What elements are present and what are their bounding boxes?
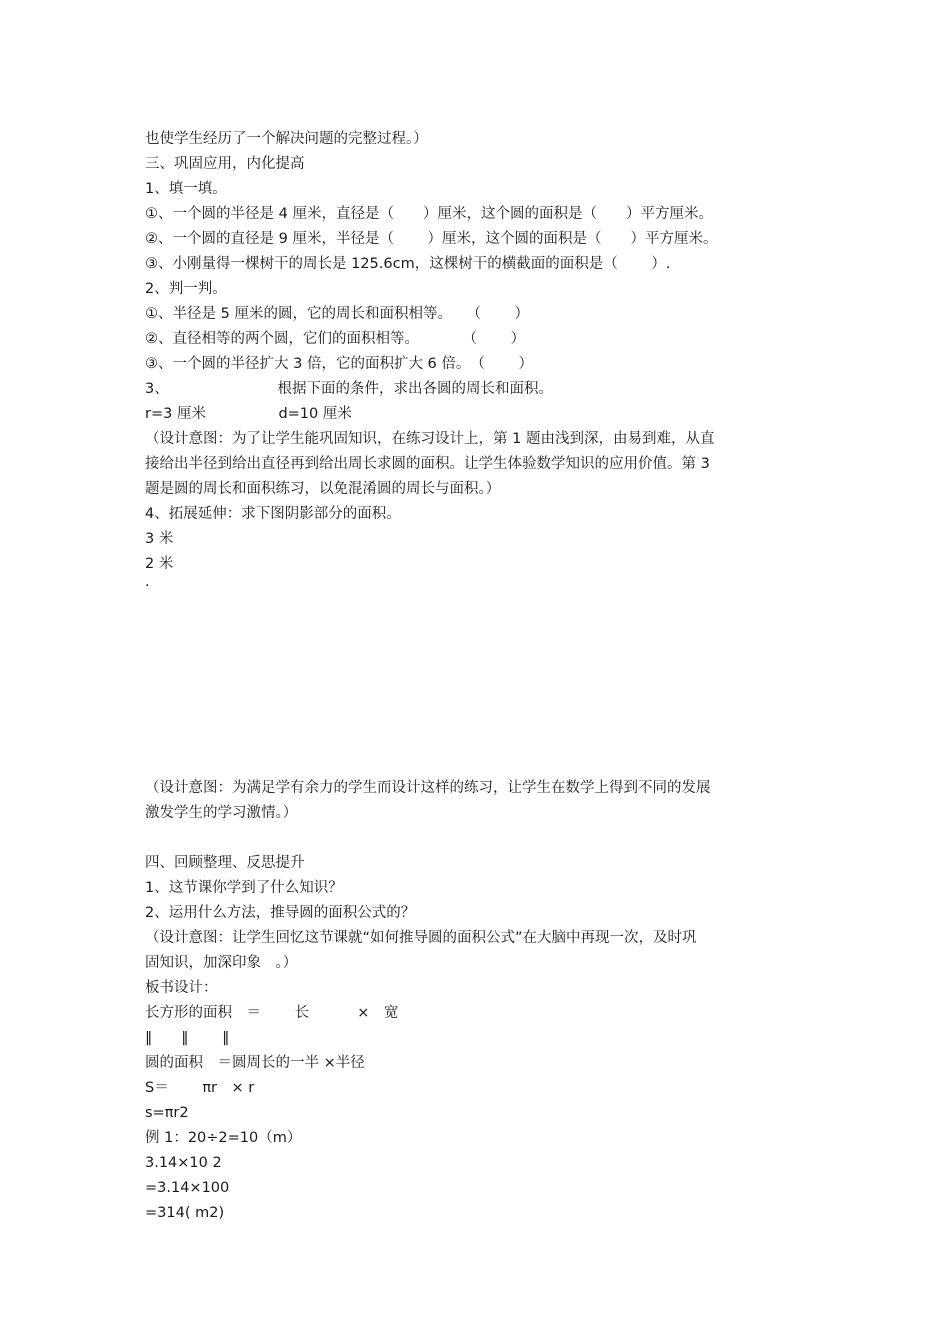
board-line: s=πr2	[145, 1105, 189, 1121]
subheading-judge: 2、判一判。	[145, 281, 227, 297]
board-line: 长方形的面积 ＝ 长 × 宽	[145, 1005, 399, 1021]
design-note: （设计意图：为满足学有余力的学生而设计这样的练习，让学生在数学上得到不同的发展	[145, 780, 711, 796]
question-line: 3、 根据下面的条件，求出各圆的周长和面积。	[145, 381, 553, 397]
section-heading: 三、巩固应用，内化提高	[145, 156, 305, 172]
design-note: 激发学生的学习激情。）	[145, 805, 298, 821]
board-line: 圆的面积 ＝圆周长的一半 ×半径	[145, 1055, 365, 1071]
subheading-extend: 4、拓展延伸：求下图阴影部分的面积。	[145, 506, 401, 522]
review-question: 2、运用什么方法，推导圆的面积公式的？	[145, 905, 416, 921]
example-line: 3.14×10 2	[145, 1155, 222, 1171]
figure-label: 3 米	[145, 531, 174, 547]
text-line: 也使学生经历了一个解决问题的完整过程。）	[145, 131, 428, 147]
question-line: ③、小刚量得一棵树干的周长是 125.6cm，这棵树干的横截面的面积是（ ）.	[145, 256, 671, 272]
design-note: 固知识，加深印象 。）	[145, 955, 298, 971]
question-line: ③、一个圆的半径扩大 3 倍，它的面积扩大 6 倍。 （ ）	[145, 356, 533, 372]
question-line: r=3 厘米 d=10 厘米	[145, 406, 352, 422]
question-line: ②、直径相等的两个圆，它们的面积相等。 （ ）	[145, 331, 526, 347]
subheading-fill: 1、填一填。	[145, 181, 227, 197]
figure-label: 2 米	[145, 556, 174, 572]
question-line: ①、一个圆的半径是 4 厘米，直径是（ ）厘米，这个圆的面积是（ ）平方厘米。	[145, 206, 713, 222]
review-question: 1、这节课你学到了什么知识？	[145, 880, 343, 896]
design-note: （设计意图：让学生回忆这节课就“如何推导圆的面积公式”在大脑中再现一次，及时巩	[145, 930, 697, 946]
question-line: ①、半径是 5 厘米的圆，它的周长和面积相等。 （ ）	[145, 306, 530, 322]
example-line: 例 1：20÷2=10（m）	[145, 1130, 302, 1146]
board-heading: 板书设计：	[145, 980, 218, 996]
board-line: S＝ πr × r	[145, 1080, 255, 1096]
question-line: ②、一个圆的直径是 9 厘米，半径是（ ）厘米，这个圆的面积是（ ）平方厘米。	[145, 231, 718, 247]
board-line: ‖ ‖ ‖	[145, 1030, 230, 1046]
design-note: （设计意图：为了让学生能巩固知识，在练习设计上，第 1 题由浅到深，由易到难，从直	[145, 431, 715, 447]
design-note: 题是圆的周长和面积练习，以免混淆圆的周长与面积。）	[145, 481, 501, 497]
design-note: 接给出半径到给出直径再到给出周长求圆的面积。让学生体验数学知识的应用价值。第 3	[145, 456, 710, 472]
example-line: =314( m2)	[145, 1205, 225, 1221]
example-line: =3.14×100	[145, 1180, 230, 1196]
section-heading: 四、回顾整理、反思提升	[145, 855, 305, 871]
figure-dot: ·	[145, 578, 150, 594]
